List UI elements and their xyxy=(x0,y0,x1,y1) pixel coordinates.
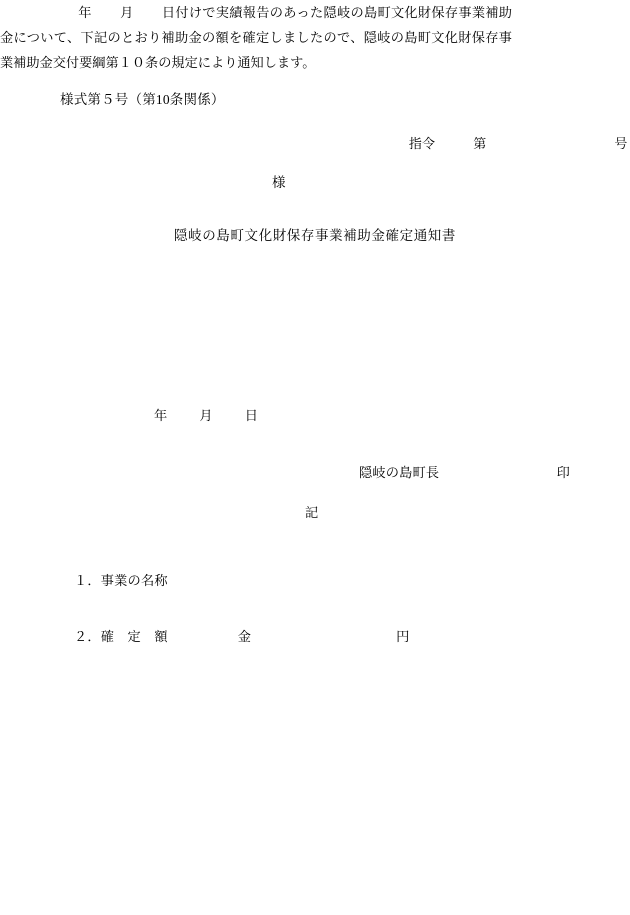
issue-date-month: 月 xyxy=(199,408,213,423)
issue-date-day: 日 xyxy=(244,408,259,423)
ki-heading: 記 xyxy=(305,505,319,520)
order-number-row xyxy=(60,117,628,168)
item-determined-amount xyxy=(60,610,410,661)
body-month: 月 xyxy=(119,5,134,20)
order-label-shirei: 指令 xyxy=(408,136,436,151)
item2-label: 確 定 額 xyxy=(100,629,168,644)
item2-number: ２． xyxy=(74,629,101,644)
form-number: 様式第５号（第10条関係） xyxy=(60,92,225,107)
signer-row xyxy=(345,446,570,497)
body-year: 年 xyxy=(78,5,92,20)
issue-date xyxy=(140,389,258,440)
item-project-name xyxy=(60,554,168,605)
order-label-gou: 号 xyxy=(614,136,628,151)
seal-mark: 印 xyxy=(556,465,570,480)
item2-unit: 円 xyxy=(396,629,410,644)
body-text: 日付けで実績報告のあった隠岐の島町文化財保存事業補助金について、下記のとおり補助金の額を確定しましたので、隠岐の島町文化財保存事業補助金交付要綱第１０条の規定により通知します。 xyxy=(0,5,512,70)
item1-label: 事業の名称 xyxy=(100,573,168,588)
document-title: 隠岐の島町文化財保存事業補助金確定通知書 xyxy=(174,228,456,243)
item2-amount-label: 金 xyxy=(237,629,252,644)
issue-date-year: 年 xyxy=(154,408,168,423)
order-label-dai: 第 xyxy=(473,136,487,151)
item1-number: １． xyxy=(74,573,101,588)
signer-name: 隠岐の島町長 xyxy=(359,465,440,480)
addressee-honorific: 様 xyxy=(272,175,286,190)
body-paragraph xyxy=(0,0,512,75)
